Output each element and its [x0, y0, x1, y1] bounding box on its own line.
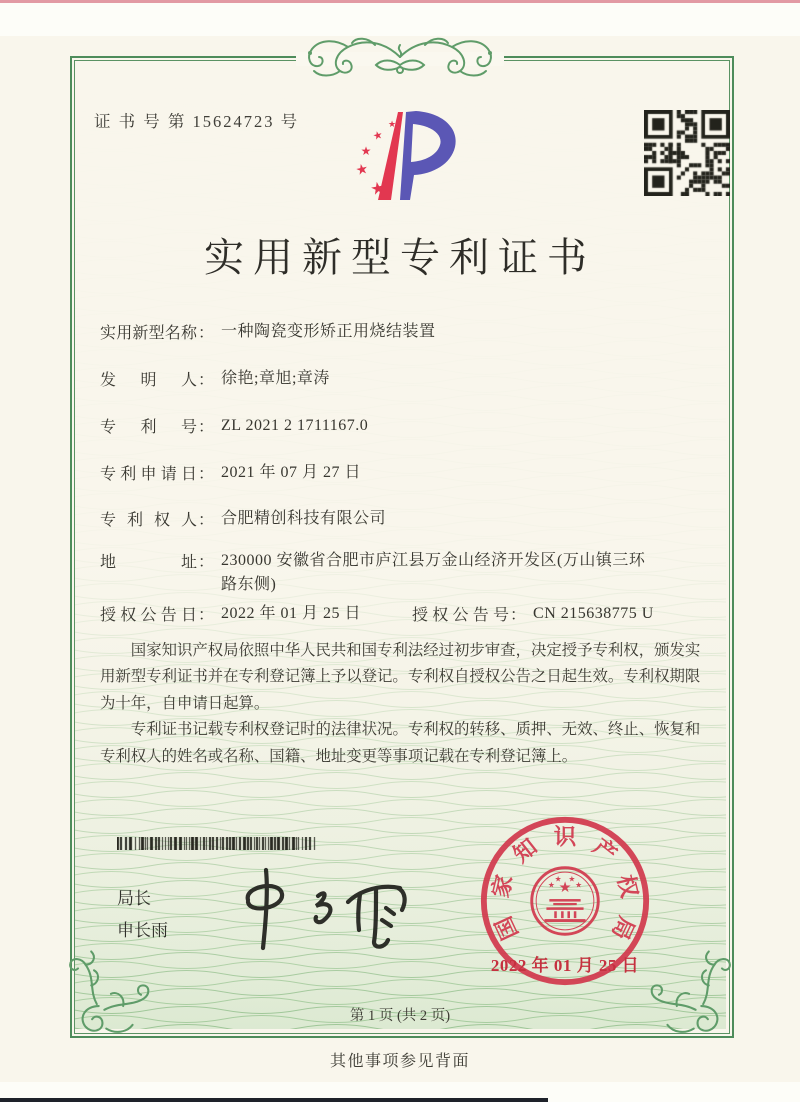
officer-name: 申长雨	[117, 921, 168, 940]
field-row-inventors	[100, 367, 675, 391]
field-label: 授权公告日	[100, 607, 197, 624]
field-label: 发明人	[100, 372, 197, 389]
legal-paragraphs	[100, 638, 713, 770]
cnipa-logo-icon	[342, 106, 466, 206]
legal-paragraph: 专利证书记载专利权登记时的法律状况。专利权的转移、质押、无效、终止、恢复和专利权人的姓名或名称、国籍、地址变更等事项记载在专利登记簿上。	[100, 721, 701, 765]
svg-text:知: 知	[508, 833, 542, 868]
svg-text:★: ★	[575, 880, 583, 890]
field-colon: ：	[198, 512, 215, 529]
field-value: 2022 年 01 月 25 日	[221, 605, 362, 622]
field-row-name	[100, 320, 675, 344]
svg-text:★: ★	[354, 160, 370, 180]
seal-date: 2022 年 01 月 25 日	[490, 956, 640, 975]
footer-note: 其他事项参见背面	[329, 1053, 470, 1070]
field-label: 专利权人	[100, 512, 197, 529]
svg-text:★: ★	[547, 880, 555, 890]
qr-code	[644, 110, 730, 196]
svg-text:国: 国	[490, 912, 523, 944]
certificate-number: 证 书 号 第 15624723 号	[94, 112, 300, 131]
field-row-address	[100, 549, 675, 597]
svg-text:★: ★	[568, 874, 576, 884]
svg-text:★: ★	[360, 144, 372, 158]
field-label: 专利号	[100, 419, 197, 436]
field-value: 一种陶瓷变形矫正用烧结装置	[221, 323, 436, 340]
field-colon: ：	[510, 607, 527, 624]
field-value: 230000 安徽省合肥市庐江县万金山经济开发区(万山镇三环路东侧)	[221, 552, 646, 593]
field-value: ZL 2021 2 1711167.0	[221, 417, 369, 434]
field-value: 合肥精创科技有限公司	[221, 510, 387, 527]
svg-text:★: ★	[387, 120, 397, 130]
field-value: 2021 年 07 月 27 日	[221, 464, 362, 481]
corner-flourish-left-icon	[62, 944, 158, 1038]
svg-text:局: 局	[607, 912, 640, 944]
field-value: CN 215638775 U	[533, 605, 654, 622]
field-colon: ：	[198, 372, 215, 389]
corner-flourish-right-icon	[642, 944, 738, 1038]
field-label: 实用新型名称	[100, 325, 197, 342]
field-label: 地址	[100, 554, 197, 571]
svg-text:★: ★	[554, 874, 562, 884]
field-value: 徐艳;章旭;章涛	[221, 370, 330, 387]
top-ornament-icon	[280, 34, 520, 80]
field-colon: ：	[198, 554, 215, 571]
field-colon: ：	[198, 419, 215, 436]
svg-text:识: 识	[553, 824, 577, 850]
legal-paragraph: 国家知识产权局依照中华人民共和国专利法经过初步审查，决定授予专利权，颁发实用新型专利证书并在专利登记簿上予以登记。专利权自授权公告之日起生效。专利权期限为十年，自申请日起算。	[100, 642, 701, 712]
shen-changyu-signature	[230, 856, 415, 956]
certificate-title: 实用新型专利证书	[204, 235, 596, 280]
field-row-patent-no	[100, 414, 675, 438]
barcode	[117, 837, 317, 850]
svg-text:产: 产	[588, 833, 622, 868]
field-label: 授权公告号	[412, 607, 509, 624]
field-row-patentee	[100, 507, 675, 531]
svg-text:★: ★	[371, 128, 385, 144]
svg-text:权: 权	[612, 872, 643, 901]
svg-text:★: ★	[558, 879, 572, 897]
field-colon: ：	[198, 325, 215, 342]
field-label: 专利申请日	[100, 466, 197, 483]
field-row-filing-date	[100, 461, 675, 485]
field-row-grant	[100, 602, 675, 626]
page-indicator: 第 1 页 (共 2 页)	[349, 1008, 451, 1024]
field-colon: ：	[198, 607, 215, 624]
officer-title: 局长	[117, 889, 151, 908]
svg-text:★: ★	[368, 177, 388, 201]
field-colon: ：	[198, 466, 215, 483]
svg-text:家: 家	[487, 872, 518, 901]
